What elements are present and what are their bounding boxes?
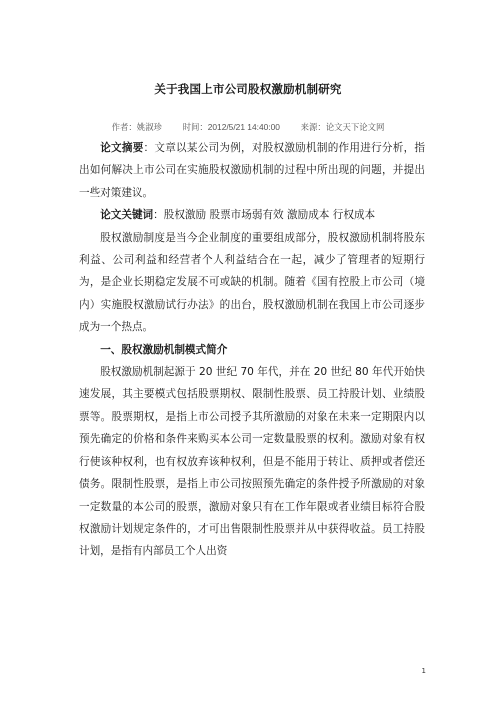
page-number: 1: [421, 667, 426, 675]
body-paragraph-2: 股权激励机制起源于 20 世纪 70 年代，并在 20 世纪 80 年代开始快速发展，其主要模式包括股票期权、限制性股票、员工持股计划、业绩股票等。股票期权，是指上市公司授予其所激励的对象在未来一定期限内以预先确定的价格和条件来购买本公司一定数量股票的权利。激励对象有权行使该种权利，也有权放弃该种权利，但是不能用于转让、质押或者偿还债务。限制性股票，是指上市公司按照预先确定的条件授予所激励的对象一定数量的本公司的股票，激励对象只有在工作年限或者业绩目标符合股权激励计划规定条件的，才可出售限制性股票并从中获得收益。员工持股计划，是指有内部员工个人出资: [79, 366, 425, 558]
time-value: 2012/5/21 14:40:00: [207, 122, 280, 132]
article-body: [79, 137, 425, 563]
keywords-text: ：股权激励 股票市场弱有效 激励成本 行权成本: [153, 209, 376, 222]
author-label: 作者：姚淑珍: [111, 122, 162, 132]
time-label: 时间：: [182, 122, 208, 132]
keywords-paragraph: [79, 204, 425, 226]
article-meta: [0, 121, 496, 133]
time-field: [183, 122, 280, 132]
keywords-label: 论文关键词: [100, 209, 154, 222]
article-title: 关于我国上市公司股权激励机制研究: [154, 82, 342, 96]
section-heading-1: 一、股权激励机制模式简介: [100, 343, 228, 356]
abstract-label: 论文摘要: [100, 142, 144, 154]
abstract-paragraph: [79, 137, 425, 204]
body-paragraph-1: 股权激励制度是当今企业制度的重要组成部分，股权激励机制将股东利益、公司利益和经营者个人利益结合在一起，减少了管理者的短期行为，是企业长期稳定发展不可或缺的机制。随着《国有控股上市公司（境内）实施股权激励试行办法》的出台，股权激励机制在我国上市公司逐步成为一个热点。: [79, 231, 425, 334]
source-label: 来源：论文天下论文网: [300, 122, 385, 132]
abstract-text: ：文章以某公司为例，对股权激励机制的作用进行分析，指出如何解决上市公司在实施股权激励机制的过程中所出现的问题，并提出一些对策建议。: [79, 142, 426, 199]
